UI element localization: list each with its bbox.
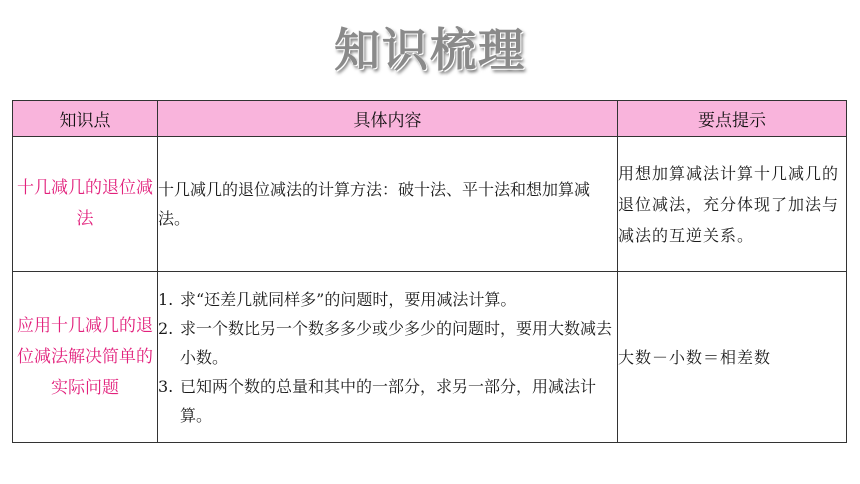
row-topic: 十几减几的退位减法 xyxy=(13,137,158,272)
header-key-tips: 要点提示 xyxy=(618,101,847,137)
list-item xyxy=(158,314,617,372)
content-list xyxy=(158,285,617,430)
table-row xyxy=(13,137,847,272)
list-item-text: 求“还差几就同样多”的问题时，要用减法计算。 xyxy=(180,289,517,309)
list-item-text: 求一个数比另一个数多多少或少多少的问题时，要用大数减去小数。 xyxy=(180,318,613,367)
page-title: 知识梳理 xyxy=(334,23,526,77)
list-item-number: 2. xyxy=(158,318,174,338)
list-item xyxy=(158,285,617,314)
header-knowledge-point: 知识点 xyxy=(13,101,158,137)
row-tip: 用想加算减法计算十几减几的退位减法，充分体现了加法与减法的互逆关系。 xyxy=(618,137,847,272)
knowledge-table xyxy=(12,100,847,443)
row-tip: 大数－小数＝相差数 xyxy=(618,272,847,443)
row-content xyxy=(158,137,618,272)
row-content xyxy=(158,272,618,443)
row-topic: 应用十几减几的退位减法解决简单的实际问题 xyxy=(13,272,158,443)
list-item-number: 3. xyxy=(158,376,174,396)
list-item-number: 1. xyxy=(158,289,174,309)
content-text: 十几减几的退位减法的计算方法：破十法、平十法和想加算减法。 xyxy=(158,180,591,228)
list-item xyxy=(158,372,617,430)
table-row xyxy=(13,272,847,443)
header-specific-content: 具体内容 xyxy=(158,101,618,137)
table-header-row xyxy=(13,101,847,137)
list-item-text: 已知两个数的总量和其中的一部分，求另一部分，用减法计算。 xyxy=(180,376,597,425)
